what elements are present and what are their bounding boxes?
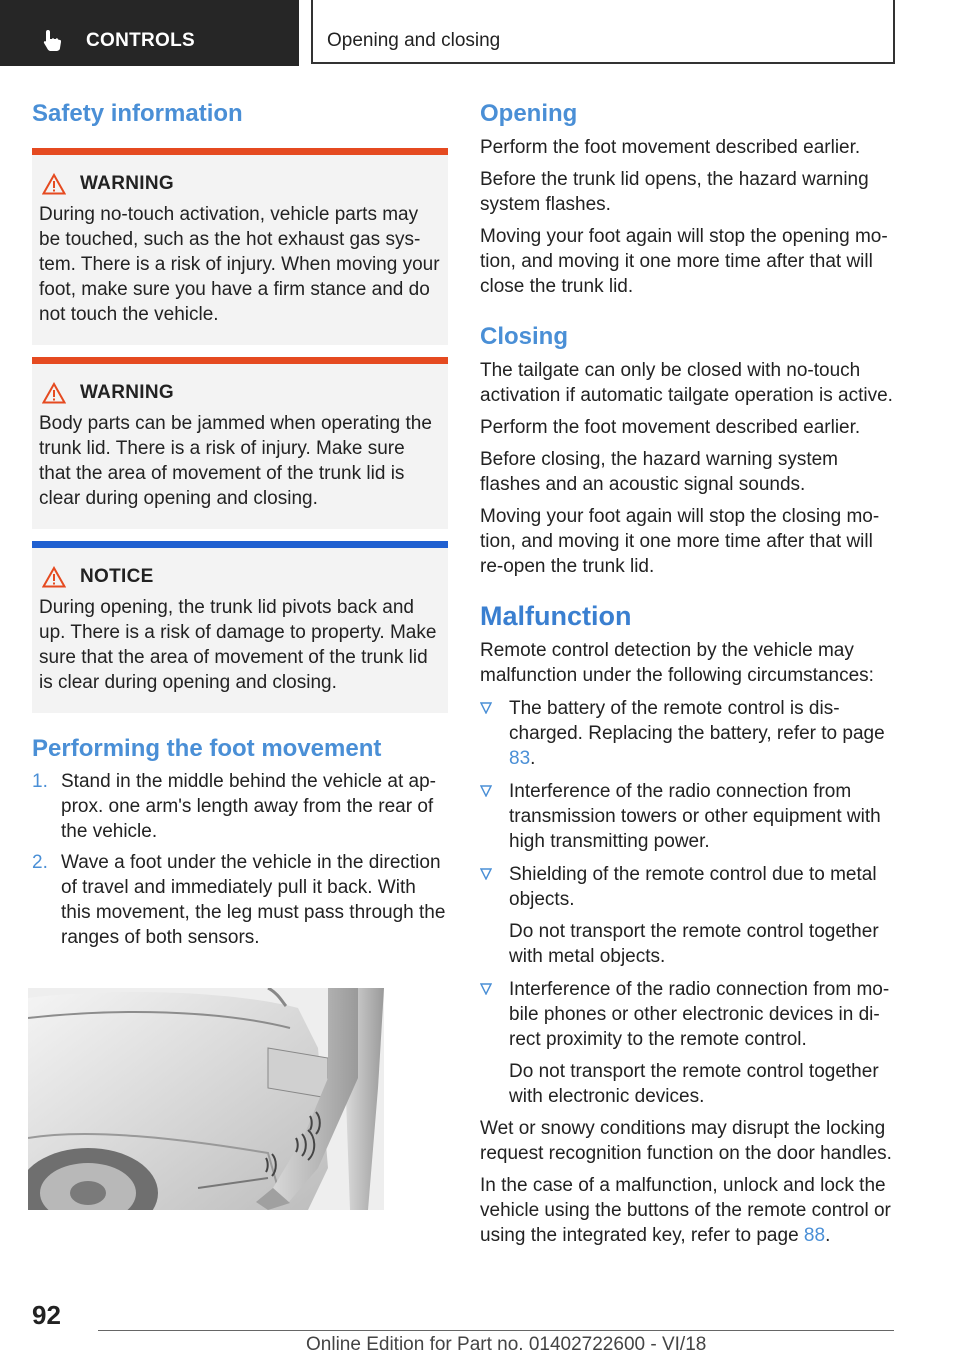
list-item <box>32 769 448 844</box>
warning-label: WARNING <box>80 173 174 194</box>
section-tab <box>0 0 299 66</box>
notice-box <box>32 541 448 713</box>
right-column <box>480 100 898 1248</box>
closing-paragraph: Perform the foot movement described earlier. <box>480 417 861 438</box>
steps-list <box>32 769 448 950</box>
bullet-text: Shielding of the remote control due to metal objects. <box>509 864 877 910</box>
list-item <box>480 862 898 969</box>
malfunction-intro: Remote control detection by the vehicle may malfunction under the following circumstances: <box>480 640 874 686</box>
warning-triangle-icon <box>42 382 66 404</box>
opening-paragraph: Perform the foot movement described earlier. <box>480 137 861 158</box>
chapter-label: Opening and closing <box>327 30 501 51</box>
malfunction-list <box>480 696 898 1109</box>
page-link[interactable]: 83 <box>509 748 531 769</box>
closing-paragraph: Moving your foot again will stop the closing motion, and moving it one more time after that will re-open the trunk lid. <box>480 506 880 577</box>
warning-triangle-icon <box>42 173 66 195</box>
chapter-tab <box>311 0 895 64</box>
closing-paragraph: Before closing, the hazard warning system flashes and an acoustic signal sounds. <box>480 449 839 495</box>
bullet-text: Interference of the radio connection from mobile phones or other electronic devices in direct proximity to the remote control. <box>509 979 890 1050</box>
page-number: 92 <box>32 1300 61 1330</box>
bullet-note: Do not transport the remote control together with electronic devices. <box>509 1061 879 1107</box>
list-item <box>480 779 898 854</box>
list-item: The battery of the remote control is discharged. Replacing the battery, refer to page 83. <box>480 696 898 771</box>
list-item <box>32 850 448 950</box>
left-column <box>32 100 448 950</box>
foot-movement-heading: Performing the foot movement <box>32 735 382 762</box>
list-item <box>480 977 898 1109</box>
section-label: CONTROLS <box>86 30 196 51</box>
malfunction-final-paragraph: In the case of a malfunction, unlock and lock the vehicle using the buttons of the remote control or using the integrated key, refer to page 88. <box>480 1175 891 1246</box>
hand-pointer-icon <box>40 28 64 52</box>
step-number: 1. <box>32 771 48 792</box>
page-link[interactable]: 88 <box>803 1225 826 1246</box>
opening-paragraph: Before the trunk lid opens, the hazard warning system flashes. <box>480 169 869 215</box>
warning-box-1 <box>32 148 448 345</box>
warning-box-2 <box>32 357 448 529</box>
foot-movement-illustration <box>28 988 384 1210</box>
opening-paragraph: Moving your foot again will stop the opening motion, and moving it one more time after that will close the trunk lid. <box>480 226 888 297</box>
notice-text: During opening, the trunk lid pivots back and up. There is a risk of damage to property. Make sure that the area of movement of the trunk lid is clear during opening and closing. <box>39 597 437 693</box>
step-text: Stand in the middle behind the vehicle at approx. one arm's length away from the rear of the vehicle. <box>61 771 436 842</box>
warning-text: During no-touch activation, vehicle parts may be touched, such as the hot exhaust gas system. There is a risk of injury. When moving your foot, make sure you have a firm stance and do not touch the vehicle. <box>39 204 440 325</box>
notice-triangle-icon <box>42 566 66 588</box>
step-number: 2. <box>32 852 48 873</box>
warning-text: Body parts can be jammed when operating the trunk lid. There is a risk of injury. Make sure that the area of movement of the trunk lid is clear during opening and closing. <box>39 413 432 509</box>
closing-heading: Closing <box>480 323 568 350</box>
step-text: Wave a foot under the vehicle in the direction of travel and immediately pull it back. With this movement, the leg must pass through the ranges of both sensors. <box>61 852 446 948</box>
bullet-text: Interference of the radio connection from transmission towers or other equipment with high transmitting power. <box>509 781 881 852</box>
safety-heading: Safety information <box>32 100 243 127</box>
footer-divider <box>98 1330 894 1331</box>
bullet-triangle-icon <box>480 702 492 714</box>
wet-conditions-paragraph: Wet or snowy conditions may disrupt the locking request recognition function on the door handles. <box>480 1118 892 1164</box>
bullet-triangle-icon <box>480 868 492 880</box>
closing-paragraph: The tailgate can only be closed with no-touch activation if automatic tailgate operation is active. <box>480 360 893 406</box>
bullet-note: Do not transport the remote control together with metal objects. <box>509 921 879 967</box>
notice-label: NOTICE <box>80 566 154 587</box>
opening-heading: Opening <box>480 100 578 127</box>
bullet-text: The battery of the remote control is discharged. Replacing the battery, refer to page <box>509 698 885 744</box>
bullet-triangle-icon <box>480 983 492 995</box>
malfunction-heading: Malfunction <box>480 601 632 631</box>
bullet-triangle-icon <box>480 785 492 797</box>
edition-text: Online Edition for Part no. 01402722600 - VI/18 <box>306 1334 707 1355</box>
final-text: In the case of a malfunction, unlock and lock the vehicle using the buttons of the remote control or using the integrated key, refer to page <box>480 1175 891 1246</box>
warning-label: WARNING <box>80 382 174 403</box>
